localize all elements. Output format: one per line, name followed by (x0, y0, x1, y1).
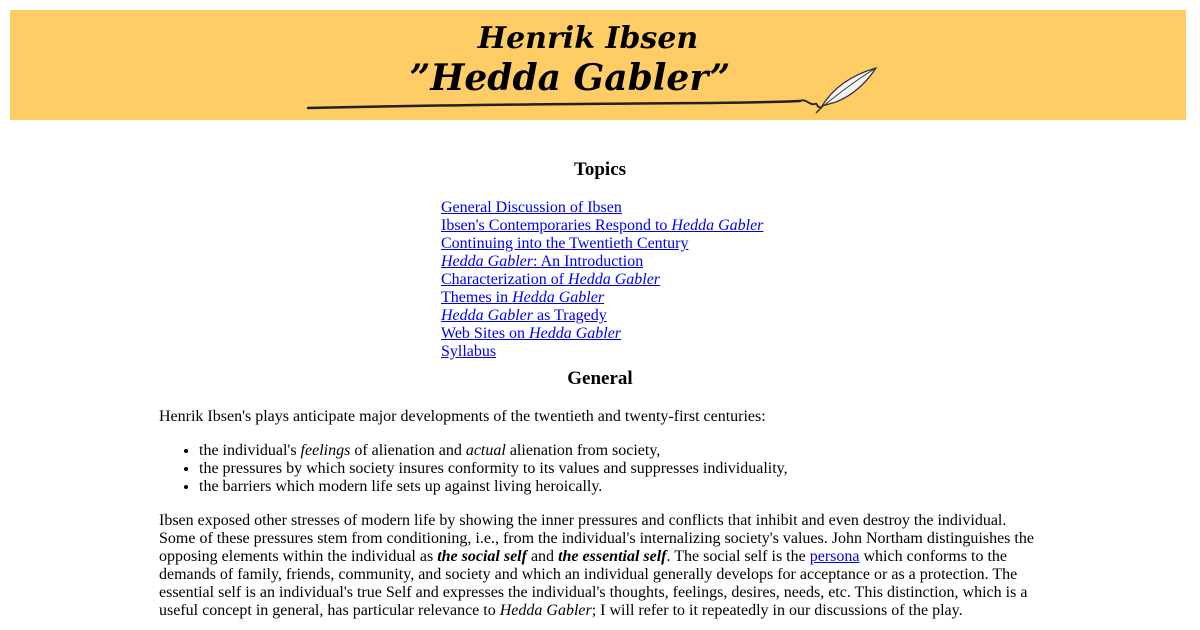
topic-link-text: Themes in (441, 289, 513, 306)
topic-link-text: Syllabus (441, 343, 497, 360)
list-item (199, 460, 1043, 478)
ink-stroke (308, 101, 800, 108)
title-banner (10, 10, 1186, 120)
topics-list (441, 199, 763, 361)
topic-link-italic: Hedda Gabler (441, 307, 533, 324)
quill-pen-icon (816, 68, 876, 113)
banner-graphic (10, 10, 1186, 120)
topic-item (441, 307, 763, 325)
bold-term: the essential self (558, 548, 667, 565)
topic-link[interactable] (441, 325, 621, 342)
topic-link-italic: Hedda Gabler (529, 325, 622, 342)
text-segment: . The social self is the (666, 548, 810, 565)
topic-link-text: as Tragedy (532, 307, 607, 324)
topic-item (441, 217, 763, 235)
topic-link-italic: Hedda Gabler (671, 217, 764, 234)
topic-item (441, 343, 763, 361)
topic-link[interactable] (441, 217, 763, 234)
banner-author: Henrik Ibsen (477, 21, 699, 56)
topic-link[interactable] (441, 271, 660, 288)
topic-item (441, 253, 763, 271)
topic-link-text: Continuing into the Twentieth Century (441, 235, 689, 252)
topic-item (441, 289, 763, 307)
topic-link[interactable] (441, 253, 643, 270)
bold-term: the social self (437, 548, 527, 565)
topic-link[interactable] (441, 307, 607, 324)
persona-link[interactable]: persona (809, 548, 860, 565)
topic-link[interactable] (441, 289, 604, 306)
topic-item (441, 271, 763, 289)
text-segment: the pressures by which society insures conformity to its values and suppresses individuality, (199, 460, 788, 477)
intro-paragraph: Henrik Ibsen's plays anticipate major developments of the twentieth and twenty-first centuries: (159, 408, 766, 425)
topic-link[interactable] (441, 235, 688, 252)
general-content (159, 408, 1043, 620)
text-segment: the individual's (199, 442, 301, 459)
developments-list (159, 442, 1043, 496)
social-self-paragraph (159, 512, 1043, 620)
topic-link[interactable] (441, 343, 496, 360)
topic-item (441, 325, 763, 343)
text-segment: which conforms to the demands of family, friends, community, and society and which an individual generally develops for acceptance or as a protection. The essential self is an individual's true Self and expresses the individual's thoughts, feelings, desires, needs, etc. This distinction, which is a useful concept in general, has particular relevance to (159, 548, 1028, 619)
list-item (199, 478, 1043, 496)
topic-link-text: General Discussion of Ibsen (441, 199, 622, 216)
topic-item (441, 235, 763, 253)
text-segment: ; I will refer to it repeatedly in our discussions of the play. (591, 602, 963, 619)
topic-link-italic: Hedda Gabler (441, 253, 533, 270)
emphasis: feelings (300, 442, 351, 459)
ink-flourish (800, 100, 822, 107)
text-segment: Ibsen exposed other stresses of modern life by showing the inner pressures and conflicts that inhibit and even destroy the individual. Some of these pressures stem from conditioning, i.e., from the individual's internalizing society's values. John Northam distinguishes the opposing elements within the individual as (159, 512, 1034, 565)
text-segment: of alienation and (350, 442, 466, 459)
topics-heading: Topics (573, 159, 627, 180)
banner-play-title: ”Hedda Gabler” (409, 57, 731, 99)
topic-item (441, 199, 763, 217)
topic-link-text: Characterization of (441, 271, 569, 288)
topic-link-italic: Hedda Gabler (568, 271, 661, 288)
topic-link-text: Ibsen's Contemporaries Respond to (441, 217, 672, 234)
list-item (199, 442, 1043, 460)
topic-link-italic: Hedda Gabler (512, 289, 605, 306)
emphasis: Hedda Gabler (499, 602, 592, 619)
emphasis: actual (465, 442, 506, 459)
text-segment: and (526, 548, 559, 565)
topic-link-text: Web Sites on (441, 325, 530, 342)
topic-link-text: : An Introduction (532, 253, 644, 270)
text-segment: alienation from society, (505, 442, 661, 459)
topic-link[interactable] (441, 199, 622, 216)
text-segment: the barriers which modern life sets up against living heroically. (199, 478, 603, 495)
general-heading: General (567, 368, 633, 389)
